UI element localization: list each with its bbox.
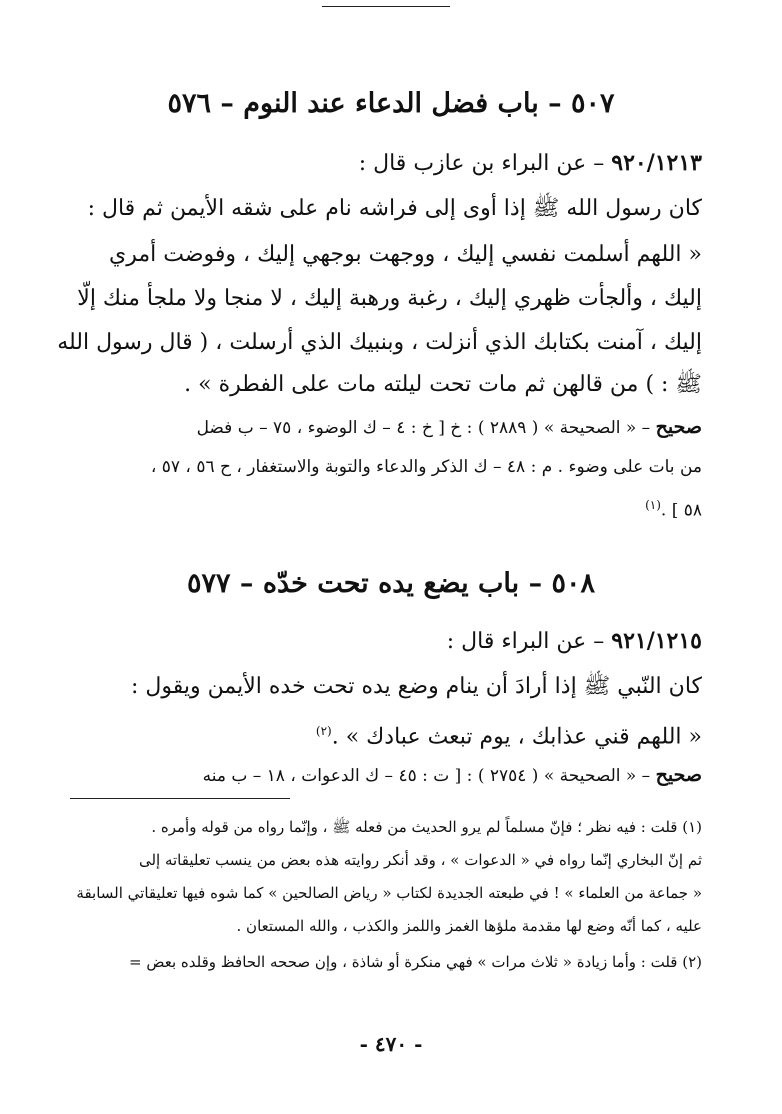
grade-label: صحيح (655, 416, 702, 438)
hadith-reference-line: ٥٨ ] .$^{(١)}$ (645, 498, 702, 521)
footnote-line: ثم إنّ البخاري إنّما رواه في « الدعوات » ، وقد أنكر روايته هذه بعض من ينسب تعليقاته إلى (138, 851, 702, 869)
footnote-mark: (١) (645, 498, 661, 512)
chapter-heading-508: ٥٠٨ – باب يضع يده تحت خدّه – ٥٧٧ (187, 568, 595, 599)
hadith-text-line: ﷺ : ) من قالهن ثم مات تحت ليلته مات على الفطرة » . (184, 372, 702, 397)
hadith-text-line: « اللهم أسلمت نفسي إليك ، ووجهت بوجهي إليك ، وفوضت أمري (108, 242, 702, 267)
hadith-reference-line: من بات على وضوء . م : ٤٨ – ك الذكر والدعاء والتوبة والاستغفار ، ح ٥٦ ، ٥٧ ، (150, 457, 702, 477)
hadith-text-line: كان رسول الله ﷺ إذا أوى إلى فراشه نام على شقه الأيمن ثم قال : (87, 196, 702, 221)
top-rule (322, 6, 450, 7)
footnote-line: عليه ، كما أنّه وضع لها مقدمة ملؤها الغمز واللمز والكذب ، والله المستعان . (236, 917, 702, 935)
footnote-line: (٢) قلت : وأما زيادة « ثلاث مرات » فهي منكرة أو شاذة ، وإن صححه الحافظ وقلده بعض = (129, 953, 702, 971)
hadith-isnad: – عن البراء بن عازب قال : (358, 151, 612, 176)
hadith-isnad: – عن البراء قال : (446, 629, 612, 654)
grade-label: صحيح (655, 764, 702, 786)
hadith-reference: صحيح – « الصحيحة » ( ٢٧٥٤ ) : [ ت : ٤٥ – ك الدعوات ، ١٨ – ب منه (202, 764, 702, 786)
hadith-number: ٩٢١/١٢١٥ (611, 628, 702, 654)
hadith-number: ٩٢٠/١٢١٣ (611, 150, 702, 176)
hadith-text-line: إليك ، وألجأت ظهري إليك ، رغبة ورهبة إليك ، لا منجا ولا ملجأ منك إلّا (77, 286, 702, 311)
hadith-text-line: كان النّبي ﷺ إذا أرادَ أن ينام وضع يده تحت خده الأيمن ويقول : (131, 674, 702, 699)
chapter-heading-507: ٥٠٧ – باب فضل الدعاء عند النوم – ٥٧٦ (167, 88, 615, 119)
footnote-line: (١) قلت : فيه نظر ؛ فإنّ مسلماً لم يرو الحديث من فعله ﷺ ، وإنّما رواه من قوله وأمره . (151, 818, 702, 836)
hadith-text-line: إليك ، آمنت بكتابك الذي أنزلت ، وبنبيك الذي أرسلت ، ( قال رسول الله (57, 330, 702, 355)
footnote-line: « جماعة من العلماء » ! في طبعته الجديدة لكتاب « رياض الصالحين » كما شوه فيها تعليقاتي السابقة (76, 884, 702, 902)
hadith-reference: صحيح – « الصحيحة » ( ٢٨٨٩ ) : خ [ خ : ٤ – ك الوضوء ، ٧٥ – ب فضل (196, 416, 702, 438)
hadith-920-intro (70, 142, 702, 185)
footnote-separator (70, 798, 290, 799)
hadith-text-line: « اللهم قني عذابك ، يوم تبعث عبادك » .$^{(٢)}$ (315, 724, 702, 750)
footnote-mark: (٢) (315, 724, 332, 738)
hadith-921-intro (70, 620, 702, 663)
page-number: - ٤٧٠ - (359, 1032, 423, 1056)
